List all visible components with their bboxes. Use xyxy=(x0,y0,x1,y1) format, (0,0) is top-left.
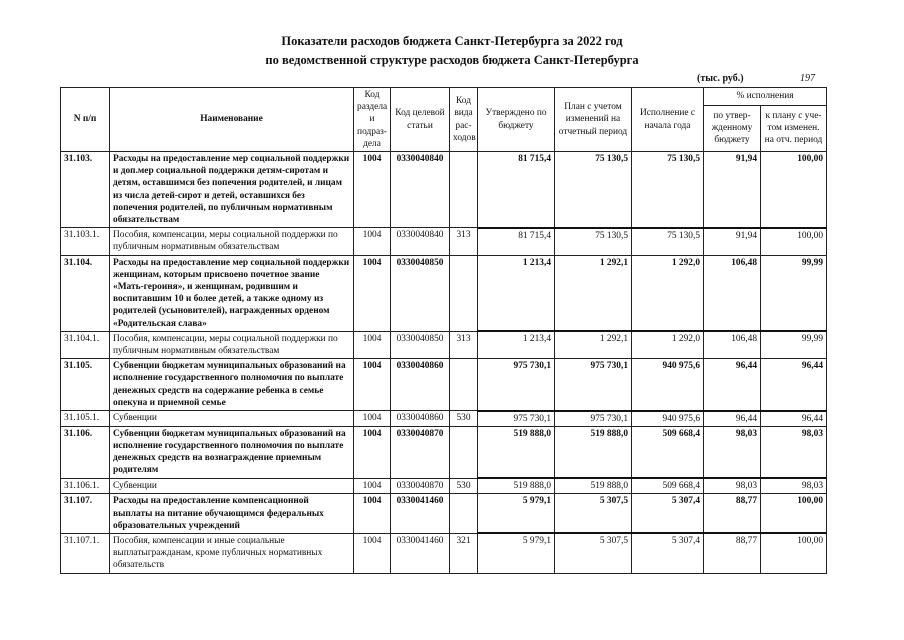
cell-approved: 1 213,4 xyxy=(478,331,555,358)
cell-section: 1004 xyxy=(354,152,391,228)
cell-num: 31.106.1. xyxy=(61,478,110,494)
cell-execution: 509 668,4 xyxy=(632,478,704,494)
cell-section: 1004 xyxy=(354,228,391,255)
cell-type: 530 xyxy=(450,411,478,427)
cell-section: 1004 xyxy=(354,494,391,534)
header-section: Код раздела и подраз-дела xyxy=(354,88,391,152)
cell-approved: 975 730,1 xyxy=(478,411,555,427)
cell-approved: 1 213,4 xyxy=(478,255,555,331)
cell-pct-plan: 96,44 xyxy=(761,411,827,427)
cell-approved: 5 979,1 xyxy=(478,494,555,534)
header-approved: Утверждено по бюджету xyxy=(478,88,555,152)
cell-type xyxy=(450,152,478,228)
cell-type: 321 xyxy=(450,533,478,573)
cell-name: Расходы на предоставление мер социальной поддержки женщинам, которым присвоено почетное звание «Мать-героиня», и женщинам, родившим и воспитавшим 10 и более детей, а также одному из родителей (усыновителей), награжденных орденом «Родительская слава» xyxy=(110,255,354,331)
table-row xyxy=(61,426,827,478)
cell-pct-plan: 99,99 xyxy=(761,331,827,358)
cell-type xyxy=(450,494,478,534)
cell-num: 31.107.1. xyxy=(61,533,110,573)
cell-execution: 75 130,5 xyxy=(632,228,704,255)
cell-pct-budget: 96,44 xyxy=(704,359,761,411)
cell-section: 1004 xyxy=(354,533,391,573)
cell-name: Пособия, компенсации и иные социальные выплатыгражданам, кроме публичных нормативных обязательств xyxy=(110,533,354,573)
cell-section: 1004 xyxy=(354,359,391,411)
cell-execution: 1 292,0 xyxy=(632,255,704,331)
cell-plan: 1 292,1 xyxy=(555,255,632,331)
cell-pct-budget: 98,03 xyxy=(704,478,761,494)
cell-plan: 75 130,5 xyxy=(555,228,632,255)
cell-pct-budget: 106,48 xyxy=(704,331,761,358)
header-row xyxy=(61,88,827,106)
cell-num: 31.104. xyxy=(61,255,110,331)
cell-pct-plan: 100,00 xyxy=(761,152,827,228)
cell-section: 1004 xyxy=(354,478,391,494)
table-row xyxy=(61,255,827,331)
header-target: Код целевой статьи xyxy=(391,88,450,152)
cell-plan: 975 730,1 xyxy=(555,411,632,427)
cell-approved: 519 888,0 xyxy=(478,426,555,478)
cell-pct-budget: 96,44 xyxy=(704,411,761,427)
cell-pct-plan: 98,03 xyxy=(761,426,827,478)
cell-name: Пособия, компенсации, меры социальной поддержки по публичным нормативным обязательствам xyxy=(110,228,354,255)
cell-num: 31.104.1. xyxy=(61,331,110,358)
header-name: Наименование xyxy=(110,88,354,152)
cell-approved: 5 979,1 xyxy=(478,533,555,573)
cell-approved: 81 715,4 xyxy=(478,228,555,255)
cell-approved: 975 730,1 xyxy=(478,359,555,411)
cell-num: 31.106. xyxy=(61,426,110,478)
cell-name: Субвенции бюджетам муниципальных образований на исполнение государственного полномочия по выплате денежных средств на содержание ребенка в семье опекуна и приемной семье xyxy=(110,359,354,411)
table-row xyxy=(61,152,827,228)
header-pct-budget: по утвер-жденному бюджету xyxy=(704,105,761,151)
cell-plan: 75 130,5 xyxy=(555,152,632,228)
cell-section: 1004 xyxy=(354,411,391,427)
cell-name: Субвенции xyxy=(110,478,354,494)
cell-execution: 1 292,0 xyxy=(632,331,704,358)
cell-plan: 975 730,1 xyxy=(555,359,632,411)
cell-execution: 75 130,5 xyxy=(632,152,704,228)
cell-target: 0330041460 xyxy=(391,533,450,573)
cell-num: 31.103.1. xyxy=(61,228,110,255)
cell-type: 313 xyxy=(450,331,478,358)
table-row xyxy=(61,331,827,358)
cell-approved: 519 888,0 xyxy=(478,478,555,494)
table-row xyxy=(61,478,827,494)
cell-section: 1004 xyxy=(354,331,391,358)
cell-num: 31.105.1. xyxy=(61,411,110,427)
table-row xyxy=(61,228,827,255)
cell-type xyxy=(450,255,478,331)
cell-type xyxy=(450,426,478,478)
table-row xyxy=(61,494,827,534)
cell-plan: 519 888,0 xyxy=(555,426,632,478)
cell-name: Расходы на предоставление компенсационной выплаты на питание обучающимся федеральных образовательных учреждений xyxy=(110,494,354,534)
table-body xyxy=(61,152,827,574)
cell-execution: 940 975,6 xyxy=(632,359,704,411)
cell-target: 0330040850 xyxy=(391,255,450,331)
cell-num: 31.103. xyxy=(61,152,110,228)
cell-name: Субвенции бюджетам муниципальных образований на исполнение государственного полномочия по выплате денежных средств на вознаграждение приемным родителям xyxy=(110,426,354,478)
table-row xyxy=(61,359,827,411)
cell-plan: 1 292,1 xyxy=(555,331,632,358)
table-row xyxy=(61,533,827,573)
header-pct-group: % исполнения xyxy=(704,88,827,106)
cell-section: 1004 xyxy=(354,255,391,331)
cell-name: Расходы на предоставление мер социальной поддержки и доп.мер социальной поддержки детям-сиротам и детям, оставшимся без попечения родителей, и лицам из числа детей-сирот и детей, оставшихся без попечения родителей, по публичным нормативным обязательствам xyxy=(110,152,354,228)
cell-pct-plan: 100,00 xyxy=(761,533,827,573)
header-num: N п/п xyxy=(61,88,110,152)
header-type: Код вида рас-ходов xyxy=(450,88,478,152)
header-execution: Исполнение с начала года xyxy=(632,88,704,152)
report-title xyxy=(0,32,904,70)
cell-target: 0330040860 xyxy=(391,411,450,427)
cell-plan: 5 307,5 xyxy=(555,533,632,573)
budget-table xyxy=(60,87,827,574)
cell-target: 0330041460 xyxy=(391,494,450,534)
units-label: (тыс. руб.) xyxy=(697,73,744,84)
header-pct-plan: к плану с уче-том изменен. на отч. период xyxy=(761,105,827,151)
cell-type: 530 xyxy=(450,478,478,494)
cell-execution: 509 668,4 xyxy=(632,426,704,478)
cell-target: 0330040840 xyxy=(391,228,450,255)
cell-num: 31.105. xyxy=(61,359,110,411)
table-row xyxy=(61,411,827,427)
cell-pct-budget: 91,94 xyxy=(704,228,761,255)
cell-name: Пособия, компенсации, меры социальной поддержки по публичным нормативным обязательствам xyxy=(110,331,354,358)
page-number: 197 xyxy=(800,73,815,84)
cell-target: 0330040840 xyxy=(391,152,450,228)
cell-execution: 5 307,4 xyxy=(632,494,704,534)
title-line-2: по ведомственной структуре расходов бюджета Санкт-Петербурга xyxy=(265,53,639,67)
cell-target: 0330040870 xyxy=(391,426,450,478)
cell-pct-plan: 98,03 xyxy=(761,478,827,494)
title-line-1: Показатели расходов бюджета Санкт-Петербурга за 2022 год xyxy=(281,34,623,48)
cell-plan: 5 307,5 xyxy=(555,494,632,534)
cell-pct-budget: 106,48 xyxy=(704,255,761,331)
cell-type xyxy=(450,359,478,411)
header-plan: План с учетом изменений на отчетный период xyxy=(555,88,632,152)
cell-plan: 519 888,0 xyxy=(555,478,632,494)
cell-execution: 940 975,6 xyxy=(632,411,704,427)
cell-pct-budget: 88,77 xyxy=(704,533,761,573)
cell-pct-plan: 99,99 xyxy=(761,255,827,331)
cell-type: 313 xyxy=(450,228,478,255)
cell-target: 0330040850 xyxy=(391,331,450,358)
cell-target: 0330040860 xyxy=(391,359,450,411)
cell-section: 1004 xyxy=(354,426,391,478)
cell-approved: 81 715,4 xyxy=(478,152,555,228)
cell-pct-plan: 100,00 xyxy=(761,228,827,255)
cell-pct-plan: 96,44 xyxy=(761,359,827,411)
cell-name: Субвенции xyxy=(110,411,354,427)
cell-pct-budget: 98,03 xyxy=(704,426,761,478)
cell-num: 31.107. xyxy=(61,494,110,534)
cell-pct-budget: 91,94 xyxy=(704,152,761,228)
cell-target: 0330040870 xyxy=(391,478,450,494)
cell-execution: 5 307,4 xyxy=(632,533,704,573)
cell-pct-budget: 88,77 xyxy=(704,494,761,534)
cell-pct-plan: 100,00 xyxy=(761,494,827,534)
